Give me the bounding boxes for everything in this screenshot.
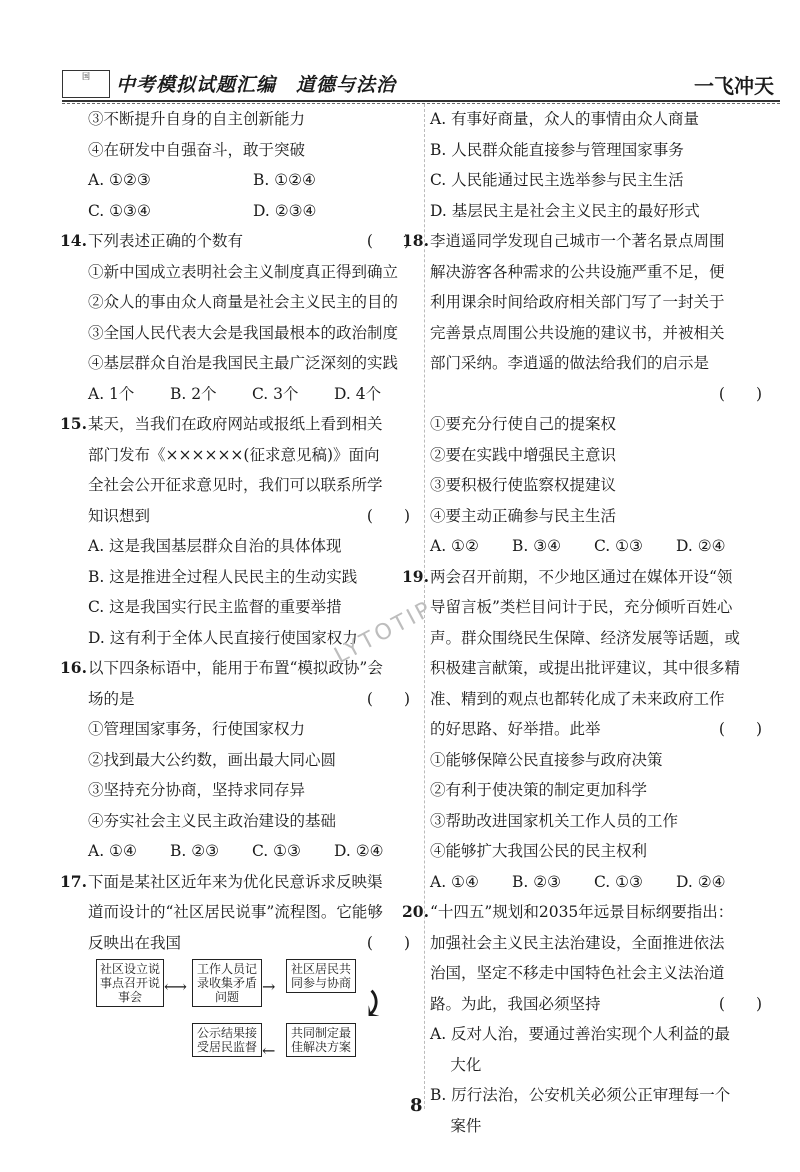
right-line — [430, 745, 780, 776]
line-text: 部门采纳。李逍遥的做法给我们的启示是 — [430, 354, 710, 372]
line-text: ①能够保障公民直接参与政府决策 — [430, 750, 663, 769]
left-line — [88, 379, 428, 410]
right-line — [430, 165, 780, 196]
right-line — [430, 501, 780, 532]
right-line — [430, 1019, 780, 1050]
line-text: ④要主动正确参与民主生活 — [430, 506, 617, 525]
right-line — [430, 775, 780, 806]
arrow-right-icon: → — [262, 977, 276, 996]
line-text: B. 人民群众能直接参与管理国家事务 — [430, 140, 684, 159]
line-text: 部门发布《××××××(征求意见稿)》面向 — [88, 445, 380, 464]
line-text: ②众人的事由众人商量是社会主义民主的目的 — [88, 293, 399, 311]
line-text: 完善景点周围公共设施的建议书，并被相关 — [430, 323, 725, 342]
answer-option: C. ①③ — [252, 842, 301, 860]
line-text: 解决游客各种需求的公共设施严重不足，便 — [430, 262, 725, 281]
line-text: A. 有事好商量，众人的事情由众人商量 — [430, 110, 700, 128]
left-line — [88, 806, 428, 837]
line-text: B. 厉行法治，公安机关必须公正审理每一个 — [430, 1086, 731, 1104]
question-number: 20. — [402, 902, 429, 921]
line-text: 道而设计的“社区居民说事”流程图。它能够 — [88, 903, 383, 921]
answer-option: B. ②③ — [512, 872, 562, 891]
line-text: ③帮助改进国家机关工作人员的工作 — [430, 811, 679, 830]
right-line — [430, 592, 780, 623]
answer-blank: ( ) — [366, 232, 410, 250]
line-text: ②要在实践中增强民主意识 — [430, 445, 617, 464]
right-line — [430, 806, 780, 837]
right-line — [430, 470, 780, 501]
right-line — [430, 104, 780, 135]
right-column — [402, 104, 780, 1141]
right-line — [430, 440, 780, 471]
answer-blank: ( ) — [366, 933, 410, 952]
line-text: 治国，坚定不移走中国特色社会主义法治道 — [430, 964, 725, 982]
right-line — [430, 379, 780, 410]
right-line — [430, 318, 780, 349]
answer-option: A. ①④ — [430, 872, 479, 891]
answer-option: B. 2个 — [170, 384, 217, 403]
answer-option: A. ①②③ — [88, 171, 151, 189]
answer-blank: ( ) — [718, 384, 762, 403]
line-text: “十四五”规划和2035年远景目标纲要指出： — [430, 903, 734, 921]
line-text: ①要充分行使自己的提案权 — [430, 415, 617, 433]
line-text: ④基层群众自治是我国民主最广泛深刻的实践 — [88, 354, 399, 372]
right-line — [430, 653, 780, 684]
left-line — [88, 745, 428, 776]
line-text: 两会召开前期，不少地区通过在媒体开设“领 — [430, 567, 733, 586]
flow-box-4: 共同制定最佳解决方案 — [286, 1023, 356, 1057]
left-line — [88, 287, 428, 318]
right-line — [430, 989, 780, 1020]
question-number: 19. — [402, 566, 429, 586]
right-line — [430, 623, 780, 654]
left-line — [88, 440, 428, 471]
question-number: 14. — [60, 231, 87, 250]
left-line — [88, 165, 428, 196]
flow-box-3: 社区居民共同参与协商 — [286, 959, 356, 993]
left-line — [88, 257, 428, 288]
right-line — [430, 348, 780, 379]
right-line — [430, 409, 780, 440]
header-rule — [62, 100, 780, 102]
flow-box-5: 公示结果接受居民监督 — [192, 1023, 262, 1057]
right-line — [402, 897, 780, 928]
left-line — [88, 684, 428, 715]
line-text: ①管理国家事务，行使国家权力 — [88, 720, 306, 738]
line-text: ④夯实社会主义民主政治建设的基础 — [88, 811, 337, 830]
answer-blank: ( ) — [366, 506, 410, 525]
right-line — [430, 958, 780, 989]
question-number: 16. — [60, 658, 87, 677]
line-text: 声。群众围绕民生保障、经济发展等话题，或 — [430, 628, 741, 647]
line-text: ③坚持充分协商，坚持求同存异 — [88, 781, 306, 799]
line-text: 路。为此，我国必须坚持 — [430, 994, 601, 1013]
left-line — [88, 531, 428, 562]
arrow-left2-icon: ← — [262, 1041, 276, 1060]
right-line — [430, 257, 780, 288]
right-line — [430, 714, 780, 745]
left-line — [88, 897, 428, 928]
question-number: 15. — [60, 414, 87, 433]
line-text: D. 这有利于全体人民直接行使国家权力 — [88, 628, 358, 647]
right-line — [430, 1111, 780, 1142]
series-logo: 国 — [62, 70, 110, 98]
answer-option: D. ②④ — [676, 537, 726, 555]
left-line — [88, 135, 428, 166]
left-line — [88, 318, 428, 349]
line-text: 全社会公开征求意见时，我们可以联系所学 — [88, 476, 383, 494]
answer-option: A. ①④ — [88, 842, 137, 860]
answer-option: B. ②③ — [170, 842, 220, 860]
right-line — [402, 562, 780, 593]
line-text: A. 反对人治，要通过善治实现个人利益的最 — [430, 1025, 731, 1043]
right-line — [430, 1050, 780, 1081]
line-text: ②有利于使决策的制定更加科学 — [430, 781, 648, 799]
line-text: ④在研发中自强奋斗，敢于突破 — [88, 140, 306, 159]
left-column — [60, 104, 428, 958]
right-line — [430, 287, 780, 318]
answer-option: D. 4个 — [334, 384, 382, 403]
answer-blank: ( ) — [366, 689, 410, 708]
question-number: 18. — [402, 231, 429, 250]
line-text: 下面是某社区近年来为优化民意诉求反映渠 — [88, 872, 383, 891]
right-line — [430, 684, 780, 715]
line-text: 的好思路、好举措。此举 — [430, 720, 601, 738]
question-number: 17. — [60, 871, 87, 891]
line-text: 反映出在我国 — [88, 933, 182, 952]
right-line — [430, 196, 780, 227]
right-line — [430, 836, 780, 867]
line-text: ②找到最大公约数，画出最大同心圆 — [88, 750, 337, 769]
flowchart — [96, 957, 406, 1077]
brand-title: 一飞冲天 — [694, 74, 774, 98]
line-text: 知识想到 — [88, 506, 151, 525]
flow-box-2: 工作人员记录收集矛盾问题 — [192, 959, 262, 1007]
line-text: C. 这是我国实行民主监督的重要举措 — [88, 598, 342, 616]
left-line — [88, 775, 428, 806]
right-line — [430, 867, 780, 898]
answer-option: B. ③④ — [512, 537, 562, 555]
line-text: 以下四条标语中，能用于布置“模拟政协”会 — [88, 659, 383, 677]
right-line — [430, 135, 780, 166]
line-text: 积极建言献策，或提出批评建议，其中很多精 — [430, 659, 741, 677]
line-text: 某天，当我们在政府网站或报纸上看到相关 — [88, 415, 383, 433]
line-text: 导留言板”类栏目问计于民，充分倾听百姓心 — [430, 598, 733, 616]
left-line — [88, 196, 428, 227]
left-line — [88, 836, 428, 867]
line-text: C. 人民能通过民主选举参与民主生活 — [430, 171, 684, 189]
answer-blank: ( ) — [718, 994, 762, 1013]
left-line — [88, 501, 428, 532]
line-text: ①新中国成立表明社会主义制度真正得到确立 — [88, 262, 399, 281]
line-text: 李逍遥同学发现自己城市一个著名景点周围 — [430, 232, 725, 250]
left-line — [88, 928, 428, 959]
answer-option: C. 3个 — [252, 384, 299, 403]
left-line — [88, 104, 428, 135]
line-text: ④能够扩大我国公民的民主权利 — [430, 842, 648, 860]
line-text: 大化 — [430, 1055, 482, 1074]
left-line — [60, 653, 428, 684]
curved-arrow-icon: ⤸ — [358, 984, 389, 1025]
line-text: D. 基层民主是社会主义民主的最好形式 — [430, 201, 700, 220]
answer-option: D. ②④ — [676, 872, 726, 891]
answer-option: C. ①③ — [594, 872, 643, 891]
page-number: 8 — [410, 1095, 423, 1116]
line-text: 案件 — [430, 1116, 482, 1135]
right-line — [402, 226, 780, 257]
left-line — [60, 226, 428, 257]
line-text: 场的是 — [88, 689, 135, 708]
left-line — [88, 562, 428, 593]
answer-option: C. ①③④ — [88, 201, 151, 220]
line-text: ③全国人民代表大会是我国最根本的政治制度 — [88, 323, 399, 342]
line-text: 下列表述正确的个数有 — [88, 232, 244, 250]
answer-option: B. ①②④ — [253, 171, 316, 189]
line-text: 准、精到的观点也都转化成了未来政府工作 — [430, 689, 725, 708]
left-line — [88, 592, 428, 623]
answer-option: D. ②④ — [334, 842, 384, 860]
line-text: A. 这是我国基层群众自治的具体体现 — [88, 537, 342, 555]
answer-option: A. ①② — [430, 537, 479, 555]
left-line — [88, 348, 428, 379]
line-text: 利用课余时间给政府相关部门写了一封关于 — [430, 293, 725, 311]
answer-option: A. 1个 — [88, 384, 135, 403]
right-line — [430, 531, 780, 562]
flow-box-1: 社区设立说事点召开说事会 — [96, 959, 164, 1007]
line-text: ③不断提升自身的自主创新能力 — [88, 110, 306, 128]
right-line — [430, 1080, 780, 1111]
answer-option: C. ①③ — [594, 537, 643, 555]
line-text: B. 这是推进全过程人民民主的生动实践 — [88, 567, 358, 586]
series-title: 中考模拟试题汇编 道德与法治 — [116, 74, 397, 96]
left-line — [88, 714, 428, 745]
left-line — [88, 470, 428, 501]
answer-blank: ( ) — [718, 720, 762, 738]
watermark: LYTOTIP — [330, 596, 438, 669]
answer-option: D. ②③④ — [253, 201, 317, 220]
right-line — [430, 928, 780, 959]
line-text: 加强社会主义民主法治建设，全面推进依法 — [430, 933, 725, 952]
left-line — [60, 867, 428, 898]
arrow-left-icon: ⟷ — [164, 977, 187, 996]
line-text: ③要积极行使监察权提建议 — [430, 476, 617, 494]
left-line — [60, 409, 428, 440]
page-header — [62, 68, 780, 100]
